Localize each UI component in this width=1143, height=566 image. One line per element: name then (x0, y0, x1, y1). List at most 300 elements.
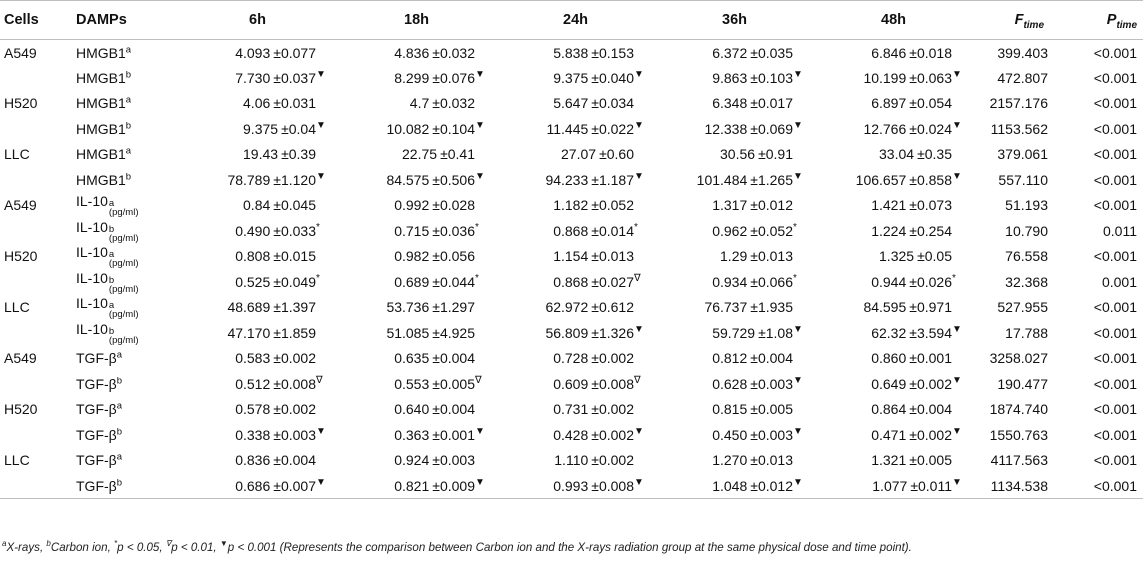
value-cell (655, 193, 814, 219)
plus-minus-sign: ± (281, 146, 289, 163)
plus-minus-sign: ± (273, 197, 281, 214)
mean-value: 11.445 (546, 120, 589, 137)
plus-minus-sign: ± (273, 401, 281, 418)
damp-sup-unit (109, 301, 139, 319)
damp-name (66, 473, 178, 499)
table-row (0, 269, 1143, 295)
cell-line: A549 (4, 197, 37, 214)
damp-sup: a (108, 300, 115, 312)
sd-value: 1.297 (439, 299, 475, 316)
value-cell: 0.553 ±0.005∇ (394, 375, 482, 392)
mean-value: 10.082 (386, 120, 430, 137)
plus-minus-sign: ± (273, 95, 281, 112)
mean-value: 0.944 (871, 273, 907, 290)
value-cell: 12.766 ±0.024▼ (863, 120, 962, 137)
f-value: 10.790 (1005, 222, 1048, 239)
mean-value: 0.982 (394, 248, 430, 265)
plus-minus-sign: ± (910, 477, 918, 494)
sd-value: 0.003 (439, 452, 475, 469)
mean-value: 0.864 (871, 401, 907, 418)
table-row (0, 371, 1143, 397)
damp-name (66, 295, 178, 321)
p-value: <0.001 (1093, 44, 1137, 61)
mean-value: 1.154 (553, 248, 589, 265)
header-p-sub: time (1116, 19, 1137, 31)
plus-minus-sign: ± (591, 248, 599, 265)
value-cell: 78.789 ±1.120▼ (227, 171, 326, 188)
value-cell (814, 346, 973, 372)
mean-value: 4.06 (243, 95, 271, 112)
sd-value: 0.005 (439, 375, 475, 392)
plus-minus-sign: ± (591, 197, 599, 214)
value-cell (655, 346, 814, 372)
table-row (0, 346, 1143, 372)
sd-value: 0.103 (757, 69, 793, 86)
mean-value: 1.048 (712, 477, 748, 494)
mean-value: 10.199 (863, 69, 907, 86)
header-f-time (973, 1, 1058, 40)
sd-value: 1.265 (757, 171, 793, 188)
plus-minus-sign: ± (591, 375, 599, 392)
mean-value: 53.736 (386, 299, 430, 316)
sd-value: 0.004 (916, 401, 952, 418)
table-row (0, 193, 1143, 219)
plus-minus-sign: ± (750, 171, 758, 188)
mean-value: 84.575 (386, 171, 430, 188)
value-cell (178, 40, 337, 66)
sd-value: 0.026 (916, 273, 952, 290)
header-p-time (1058, 1, 1143, 40)
mean-value: 84.595 (863, 299, 907, 316)
sd-value: 0.044 (439, 273, 475, 290)
sd-value: 0.004 (439, 350, 475, 367)
mean-value: 78.789 (227, 171, 271, 188)
table-body (0, 40, 1143, 499)
value-cell (496, 295, 655, 321)
damp-name (66, 244, 178, 270)
sd-value: 0.002 (598, 350, 634, 367)
sd-value: 0.017 (757, 95, 793, 112)
mean-value: 101.484 (696, 171, 748, 188)
f-value: 1550.763 (989, 426, 1048, 443)
damp-label: TGF-β (76, 452, 117, 469)
plus-minus-sign: ± (591, 171, 599, 188)
damp-unit: (pg/ml) (108, 232, 139, 244)
mean-value: 62.32 (871, 324, 907, 341)
damp-label: TGF-β (76, 477, 117, 494)
damp-sup: b (116, 476, 123, 488)
damp-sup: a (125, 43, 132, 55)
plus-minus-sign: ± (273, 222, 281, 239)
sd-value: 0.04 (288, 120, 316, 137)
value-cell (496, 193, 655, 219)
mean-value: 0.860 (871, 350, 907, 367)
damp-name (66, 40, 178, 66)
value-cell: 0.649 ±0.002▼ (871, 375, 962, 392)
p-value: <0.001 (1093, 197, 1137, 214)
p-value: <0.001 (1093, 452, 1137, 469)
damp-sup: b (125, 120, 132, 132)
plus-minus-sign: ± (909, 222, 917, 239)
mean-value: 0.689 (394, 273, 430, 290)
damp-unit: (pg/ml) (108, 258, 139, 270)
mean-value: 12.766 (863, 120, 907, 137)
value-cell (496, 448, 655, 474)
sd-value: 0.056 (439, 248, 475, 265)
plus-minus-sign: ± (909, 44, 917, 61)
value-cell (337, 346, 496, 372)
f-value: 190.477 (997, 375, 1048, 392)
table-row (0, 116, 1143, 142)
sd-value: 0.003 (757, 375, 793, 392)
f-value: 76.558 (1005, 248, 1048, 265)
sd-value: 0.971 (916, 299, 952, 316)
sd-value: 0.031 (280, 95, 316, 112)
mean-value: 0.583 (235, 350, 271, 367)
plus-minus-sign: ± (750, 350, 758, 367)
sd-value: 0.104 (439, 120, 475, 137)
sd-value: 0.069 (757, 120, 793, 137)
damp-sup: a (116, 451, 123, 463)
plus-minus-sign: ± (750, 401, 758, 418)
damp-name (66, 397, 178, 423)
sd-value: 0.858 (916, 171, 952, 188)
plus-minus-sign: ± (591, 401, 599, 418)
damp-name (66, 116, 178, 142)
value-cell: 11.445 ±0.022▼ (546, 120, 644, 137)
damp-label: IL-10 (76, 218, 108, 235)
mean-value: 0.640 (394, 401, 430, 418)
sd-value: 0.254 (916, 222, 952, 239)
sd-value: 0.024 (916, 120, 952, 137)
plus-minus-sign: ± (432, 273, 440, 290)
header-f-sub: time (1023, 19, 1044, 31)
value-cell (337, 91, 496, 117)
mean-value: 1.421 (871, 197, 907, 214)
footnote-a-text: X-rays, (6, 541, 47, 554)
sd-value: 1.08 (765, 324, 793, 341)
plus-minus-sign: ± (432, 248, 440, 265)
sd-value: 0.076 (439, 69, 475, 86)
table-row (0, 142, 1143, 168)
damp-sup-unit (109, 250, 139, 268)
footnote-nabla-text: p < 0.01, (171, 541, 220, 554)
plus-minus-sign: ± (750, 248, 758, 265)
mean-value: 30.56 (720, 146, 756, 163)
damp-name (66, 269, 178, 295)
damp-sup: b (108, 223, 115, 235)
sd-value: 0.001 (439, 426, 475, 443)
mean-value: 6.348 (712, 95, 748, 112)
p-value: <0.001 (1093, 146, 1137, 163)
value-cell (337, 244, 496, 270)
mean-value: 4.7 (409, 95, 430, 112)
damp-sup-unit (109, 276, 139, 294)
value-cell: 0.868 ±0.014* (553, 222, 638, 239)
damp-sup-unit (109, 327, 139, 345)
mean-value: 0.715 (394, 222, 430, 239)
mean-value: 0.578 (235, 401, 271, 418)
damp-label: TGF-β (76, 401, 117, 418)
value-cell (814, 193, 973, 219)
f-value: 472.807 (997, 69, 1048, 86)
sd-value: 0.008 (598, 375, 634, 392)
sd-value: 0.41 (447, 146, 475, 163)
cell-line: LLC (4, 299, 30, 316)
footnote-star-text: p < 0.05, (117, 541, 166, 554)
sd-value: 0.506 (439, 171, 475, 188)
value-cell: 0.821 ±0.009▼ (337, 473, 496, 499)
sd-value: 0.002 (280, 401, 316, 418)
mean-value: 0.962 (712, 222, 748, 239)
value-cell (178, 91, 337, 117)
table-row (0, 40, 1143, 66)
sd-value: 0.063 (916, 69, 952, 86)
mean-value: 9.375 (553, 69, 589, 86)
mean-value: 51.085 (386, 324, 430, 341)
mean-value: 0.628 (712, 375, 748, 392)
plus-minus-sign: ± (909, 299, 917, 316)
value-cell: 0.868 ±0.027∇ (553, 273, 641, 290)
footnote-b-sup: b (46, 539, 51, 549)
sd-value: 0.002 (598, 426, 634, 443)
plus-minus-sign: ± (273, 248, 281, 265)
sd-value: 0.018 (916, 44, 952, 61)
damp-label: HMGB1 (76, 146, 126, 163)
mean-value: 4.093 (235, 44, 271, 61)
p-value: 0.001 (1101, 273, 1137, 290)
plus-minus-sign: ± (909, 350, 917, 367)
cell-line: LLC (4, 146, 30, 163)
damp-sup-unit (109, 199, 139, 217)
value-cell: 0.512 ±0.008∇ (235, 375, 323, 392)
plus-minus-sign: ± (273, 350, 281, 367)
value-cell (178, 244, 337, 270)
plus-minus-sign: ± (281, 120, 289, 137)
plus-minus-sign: ± (273, 44, 281, 61)
damp-label: IL-10 (76, 295, 108, 312)
sd-value: 0.012 (757, 477, 793, 494)
value-cell: 10.199 ±0.063▼ (863, 69, 962, 86)
damp-label: IL-10 (76, 193, 108, 210)
value-cell (655, 244, 814, 270)
mean-value: 33.04 (879, 146, 915, 163)
plus-minus-sign: ± (273, 477, 281, 494)
mean-value: 1.325 (879, 248, 915, 265)
sd-value: 0.003 (757, 426, 793, 443)
sd-value: 0.004 (280, 452, 316, 469)
value-cell (496, 244, 655, 270)
plus-minus-sign: ± (432, 120, 440, 137)
f-value: 399.403 (997, 44, 1048, 61)
value-cell: 12.338 ±0.069▼ (704, 120, 803, 137)
value-cell: 9.375 ±0.04▼ (243, 120, 326, 137)
sd-value: 0.052 (598, 197, 634, 214)
value-cell (178, 448, 337, 474)
damp-unit: (pg/ml) (108, 283, 139, 295)
f-value: 4117.563 (990, 452, 1048, 469)
value-cell: 0.490 ±0.033* (235, 222, 320, 239)
damp-sup: a (108, 249, 115, 261)
damp-name (66, 320, 178, 346)
sd-value: 0.045 (280, 197, 316, 214)
cell-line: H520 (4, 95, 38, 112)
mean-value: 5.838 (553, 44, 589, 61)
value-cell (496, 142, 655, 168)
plus-minus-sign: ± (591, 299, 599, 316)
plus-minus-sign: ± (750, 197, 758, 214)
value-cell: 106.657 ±0.858▼ (855, 171, 962, 188)
value-cell (337, 397, 496, 423)
mean-value: 9.863 (712, 69, 748, 86)
mean-value: 0.924 (394, 452, 430, 469)
mean-value: 4.836 (394, 44, 430, 61)
value-cell: 9.863 ±0.103▼ (712, 69, 803, 86)
cell-line: A549 (4, 44, 37, 61)
value-cell: 0.962 ±0.052* (712, 222, 797, 239)
mean-value: 0.512 (235, 375, 271, 392)
damp-name (66, 91, 178, 117)
footnote-b-text: Carbon ion, (50, 541, 115, 554)
mean-value: 0.731 (553, 401, 589, 418)
plus-minus-sign: ± (909, 401, 917, 418)
damp-sup: a (125, 145, 132, 157)
value-cell (178, 193, 337, 219)
value-cell: 0.338 ±0.003▼ (235, 426, 326, 443)
mean-value: 6.372 (712, 44, 748, 61)
mean-value: 0.821 (394, 477, 430, 494)
f-value: 51.193 (1005, 197, 1048, 214)
mean-value: 0.84 (243, 197, 271, 214)
plus-minus-sign: ± (758, 324, 766, 341)
mean-value: 0.649 (871, 375, 907, 392)
cell-line (0, 167, 66, 193)
f-value: 1153.562 (990, 120, 1048, 137)
plus-minus-sign: ± (591, 477, 599, 494)
mean-value: 12.338 (704, 120, 748, 137)
plus-minus-sign: ± (909, 452, 917, 469)
p-value: <0.001 (1093, 350, 1137, 367)
mean-value: 1.270 (712, 452, 748, 469)
value-cell: 0.715 ±0.036* (394, 222, 479, 239)
sd-value: 0.005 (916, 452, 952, 469)
damp-name (66, 448, 178, 474)
mean-value: 1.317 (712, 197, 748, 214)
plus-minus-sign: ± (591, 120, 599, 137)
mean-value: 7.730 (235, 69, 271, 86)
footnote-a-sup: a (2, 539, 7, 549)
value-cell: 0.450 ±0.003▼ (712, 426, 803, 443)
sd-value: 0.035 (757, 44, 793, 61)
footnote-nabla: ∇ (165, 539, 172, 549)
mean-value: 6.846 (871, 44, 907, 61)
table-row (0, 320, 1143, 346)
value-cell (814, 244, 973, 270)
damp-sup: b (125, 69, 132, 81)
mean-value: 1.29 (720, 248, 748, 265)
p-value: 0.011 (1103, 222, 1137, 239)
value-cell: 0.363 ±0.001▼ (394, 426, 485, 443)
header-time-48h: 48h (814, 1, 973, 40)
value-cell (337, 320, 496, 346)
damp-sup: a (116, 400, 123, 412)
plus-minus-sign: ± (909, 120, 917, 137)
p-value: <0.001 (1093, 299, 1137, 316)
mean-value: 27.07 (561, 146, 597, 163)
damp-name (66, 371, 178, 397)
value-cell (814, 91, 973, 117)
table-row (0, 473, 1143, 499)
value-cell: 9.375 ±0.040▼ (553, 69, 644, 86)
plus-minus-sign: ± (432, 477, 440, 494)
mean-value: 59.729 (712, 324, 756, 341)
value-cell: 8.299 ±0.076▼ (394, 69, 485, 86)
f-value: 32.368 (1005, 273, 1048, 290)
plus-minus-sign: ± (750, 375, 758, 392)
value-cell: 59.729 ±1.08▼ (712, 324, 803, 341)
sd-value: 0.008 (280, 375, 316, 392)
value-cell (337, 448, 496, 474)
damp-label: HMGB1 (76, 120, 126, 137)
value-cell (655, 40, 814, 66)
damp-sup: a (116, 349, 123, 361)
mean-value: 0.609 (553, 375, 589, 392)
mean-value: 19.43 (243, 146, 279, 163)
mean-value: 0.728 (553, 350, 589, 367)
footnote-triangle: ▼ (219, 539, 228, 549)
f-value: 17.788 (1005, 324, 1048, 341)
table-row (0, 448, 1143, 474)
value-cell: 0.934 ±0.066* (712, 273, 797, 290)
sd-value: 0.007 (280, 477, 316, 494)
value-cell (178, 295, 337, 321)
table-row (0, 167, 1143, 193)
damp-sup: b (116, 375, 123, 387)
damp-sup: b (108, 325, 115, 337)
mean-value: 1.321 (871, 452, 907, 469)
footnote-star: * (114, 539, 118, 549)
value-cell (814, 142, 973, 168)
plus-minus-sign: ± (440, 146, 448, 163)
cell-line: LLC (4, 452, 30, 469)
plus-minus-sign: ± (432, 375, 440, 392)
table-header (0, 1, 1143, 40)
damp-label: TGF-β (76, 426, 117, 443)
value-cell: 0.428 ±0.002▼ (553, 426, 644, 443)
cell-line: H520 (4, 248, 38, 265)
sd-value: 1.859 (280, 324, 316, 341)
value-cell (655, 397, 814, 423)
footnote-triangle-text: p < 0.001 (Represents the comparison between Carbon ion and the X-rays radiation group at the same physical dose and time point). (227, 541, 912, 554)
value-cell (496, 397, 655, 423)
sd-value: 0.011 (918, 477, 952, 494)
sd-value: 0.027 (598, 273, 634, 290)
value-cell: 0.993 ±0.008▼ (496, 473, 655, 499)
value-cell: 0.471 ±0.002▼ (871, 426, 962, 443)
plus-minus-sign: ± (909, 197, 917, 214)
mean-value: 0.450 (712, 426, 748, 443)
value-cell (814, 40, 973, 66)
value-cell: 0.686 ±0.007▼ (178, 473, 337, 499)
mean-value: 0.808 (235, 248, 271, 265)
mean-value: 0.868 (553, 222, 589, 239)
value-cell: 84.575 ±0.506▼ (386, 171, 485, 188)
mean-value: 48.689 (227, 299, 271, 316)
damp-name (66, 346, 178, 372)
damp-label: HMGB1 (76, 95, 126, 112)
header-time-24h: 24h (496, 1, 655, 40)
cell-line (0, 218, 66, 244)
